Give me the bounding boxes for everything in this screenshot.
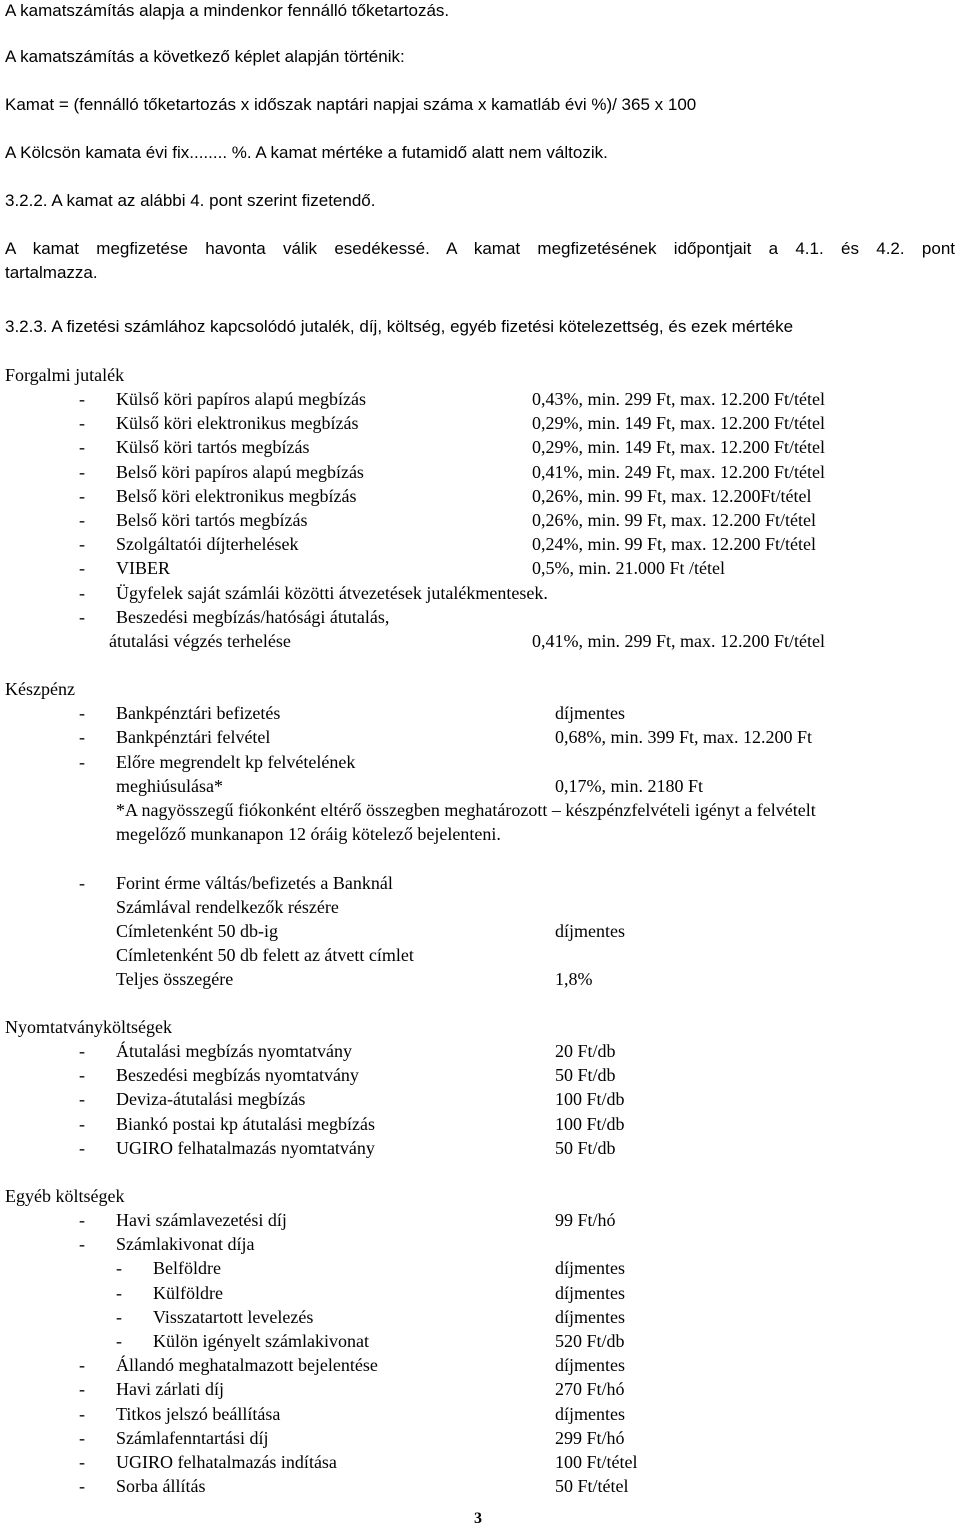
- forint-line3: Címletenként 50 db-ig: [116, 921, 278, 941]
- interest-payment-line-a: A kamat megfizetése havonta válik esedékessé. A kamat megfizetésének időpontjait a 4.1. és 4.2. pont: [5, 239, 955, 258]
- list-item-dash: -: [79, 461, 85, 482]
- list-item-dash: -: [79, 389, 85, 409]
- list-item-label: Titkos jelszó beállítása: [116, 1403, 281, 1424]
- list-item-value: 100 Ft/db: [555, 1089, 625, 1110]
- list-item-value: díjmentes: [555, 1258, 625, 1279]
- list-item-label: Számlafenntartási díj: [116, 1427, 269, 1448]
- forint-dash: -: [79, 873, 85, 893]
- forint-line1: Forint érme váltás/befizetés a Banknál: [116, 873, 393, 893]
- list-item-value: 0,41%, min. 249 Ft, max. 12.200 Ft/tétel: [532, 461, 825, 482]
- list-item-label: Visszatartott levelezés: [153, 1306, 314, 1327]
- interest-basis-line: A kamatszámítás alapja a mindenkor fennálló tőketartozás.: [5, 1, 450, 20]
- list-item-value: 50 Ft/db: [555, 1137, 616, 1158]
- forint-value3: díjmentes: [555, 921, 625, 941]
- list-item-dash: -: [79, 751, 85, 772]
- list-item-value: 0,26%, min. 99 Ft, max. 12.200 Ft/tétel: [532, 510, 816, 530]
- keszpenz-cont-label: meghiúsulása*: [116, 776, 223, 796]
- list-item-dash: -: [79, 1210, 85, 1230]
- list-item-label: Havi zárlati díj: [116, 1379, 224, 1400]
- list-item-dash: -: [79, 1234, 85, 1255]
- list-item-value: díjmentes: [555, 703, 625, 723]
- keszpenz-note-line1: *A nagyösszegű fiókonként eltérő összegben meghatározott – készpénzfelvételi igényt a felvételt: [116, 800, 816, 820]
- list-item-dash: -: [79, 485, 85, 506]
- list-item-dash: -: [79, 703, 85, 723]
- section-3-2-3: 3.2.3. A fizetési számlához kapcsolódó jutalék, díj, költség, egyéb fizetési kötelezettség, és ezek mértéke: [5, 317, 794, 336]
- list-item-dash: -: [79, 606, 85, 627]
- list-item-label: Beszedési megbízás/hatósági átutalás,: [116, 606, 390, 627]
- list-item-dash: -: [79, 1137, 85, 1158]
- keszpenz-note-line2: megelőző munkanapon 12 óráig kötelező bejelenteni.: [116, 824, 501, 844]
- list-item-value: 0,29%, min. 149 Ft, max. 12.200 Ft/tétel: [532, 413, 825, 434]
- egyeb-heading: Egyéb költségek: [5, 1186, 125, 1206]
- list-item-label: Belső köri elektronikus megbízás: [116, 485, 357, 506]
- list-item-label: Bankpénztári befizetés: [116, 703, 281, 723]
- list-item-value: díjmentes: [555, 1306, 625, 1327]
- interest-formula: Kamat = (fennálló tőketartozás x időszak naptári napjai száma x kamatláb évi %)/ 365 x 100: [5, 95, 697, 114]
- list-item-value: 99 Ft/hó: [555, 1210, 616, 1230]
- keszpenz-cont-value: 0,17%, min. 2180 Ft: [555, 776, 704, 796]
- list-item-value: 0,26%, min. 99 Ft, max. 12.200Ft/tétel: [532, 485, 812, 506]
- list-item-value: 100 Ft/db: [555, 1113, 625, 1134]
- list-item-label: Számlakivonat díja: [116, 1234, 255, 1255]
- forint-line5: Teljes összegére: [116, 969, 234, 989]
- list-item-value: 0,68%, min. 399 Ft, max. 12.200 Ft: [555, 727, 813, 748]
- list-item-value: díjmentes: [555, 1403, 625, 1424]
- forgalmi-cont-label: átutalási végzés terhelése: [109, 631, 291, 651]
- list-item-label: Külön igényelt számlakivonat: [153, 1331, 369, 1351]
- list-item-dash: -: [79, 1403, 85, 1424]
- list-item-dash: -: [79, 1476, 85, 1497]
- section-3-2-2: 3.2.2. A kamat az alábbi 4. pont szerint fizetendő.: [5, 191, 376, 210]
- list-item-value: 0,5%, min. 21.000 Ft /tétel: [532, 558, 725, 579]
- list-item-label: Előre megrendelt kp felvételének: [116, 751, 356, 772]
- list-item-dash: -: [79, 534, 85, 555]
- list-item-label: Átutalási megbízás nyomtatvány: [116, 1041, 352, 1061]
- list-item-label: Belső köri papíros alapú megbízás: [116, 461, 364, 482]
- list-item-label: Ügyfelek saját számlái közötti átvezetések jutalékmentesek.: [116, 582, 548, 603]
- keszpenz-heading: Készpénz: [5, 679, 75, 699]
- list-item-dash: -: [79, 1452, 85, 1472]
- list-item-label: Belföldre: [153, 1258, 221, 1279]
- list-item-value: 0,29%, min. 149 Ft, max. 12.200 Ft/tétel: [532, 437, 825, 458]
- list-item-label: Havi számlavezetési díj: [116, 1210, 287, 1230]
- list-item-dash: -: [116, 1282, 122, 1303]
- list-item-dash: -: [116, 1306, 122, 1327]
- list-item-label: Sorba állítás: [116, 1476, 206, 1497]
- list-item-dash: -: [79, 1379, 85, 1400]
- forint-line4: Címletenként 50 db felett az átvett címlet: [116, 945, 414, 965]
- list-item-dash: -: [116, 1331, 122, 1351]
- list-item-dash: -: [79, 437, 85, 458]
- list-item-value: 270 Ft/hó: [555, 1379, 625, 1400]
- list-item-value: 50 Ft/db: [555, 1065, 616, 1086]
- list-item-label: Szolgáltatói díjterhelések: [116, 534, 299, 555]
- list-item-label: Deviza-átutalási megbízás: [116, 1089, 306, 1110]
- list-item-value: 520 Ft/db: [555, 1331, 625, 1351]
- list-item-value: 0,43%, min. 299 Ft, max. 12.200 Ft/tétel: [532, 389, 825, 409]
- list-item-dash: -: [79, 1427, 85, 1448]
- list-item-label: VIBER: [116, 558, 170, 579]
- list-item-dash: -: [79, 510, 85, 530]
- list-item-label: Külső köri tartós megbízás: [116, 437, 310, 458]
- forint-value5: 1,8%: [555, 969, 593, 989]
- list-item-dash: -: [79, 582, 85, 603]
- list-item-dash: -: [79, 413, 85, 434]
- page-number: 3: [474, 1510, 482, 1527]
- forint-line2: Számlával rendelkezők részére: [116, 897, 339, 917]
- list-item-dash: -: [116, 1258, 122, 1279]
- list-item-label: Külső köri papíros alapú megbízás: [116, 389, 366, 409]
- list-item-dash: -: [79, 1355, 85, 1376]
- list-item-label: Külső köri elektronikus megbízás: [116, 413, 359, 434]
- list-item-value: díjmentes: [555, 1282, 625, 1303]
- list-item-dash: -: [79, 1089, 85, 1110]
- list-item-label: Állandó meghatalmazott bejelentése: [116, 1355, 378, 1376]
- list-item-label: Belső köri tartós megbízás: [116, 510, 308, 530]
- list-item-label: Külföldre: [153, 1282, 223, 1303]
- list-item-dash: -: [79, 727, 85, 748]
- list-item-label: UGIRO felhatalmazás nyomtatvány: [116, 1137, 375, 1158]
- nyomtatvany-heading: Nyomtatványköltségek: [5, 1017, 172, 1037]
- list-item-label: UGIRO felhatalmazás indítása: [116, 1452, 337, 1472]
- forgalmi-cont-value: 0,41%, min. 299 Ft, max. 12.200 Ft/tétel: [532, 631, 825, 651]
- list-item-label: Biankó postai kp átutalási megbízás: [116, 1113, 375, 1134]
- list-item-value: 299 Ft/hó: [555, 1427, 625, 1448]
- list-item-dash: -: [79, 558, 85, 579]
- interest-formula-intro: A kamatszámítás a következő képlet alapján történik:: [5, 47, 405, 66]
- list-item-value: 100 Ft/tétel: [555, 1452, 638, 1472]
- interest-rate-line: A Kölcsön kamata évi fix........ %. A kamat mértéke a futamidő alatt nem változik.: [5, 143, 608, 162]
- list-item-value: 0,24%, min. 99 Ft, max. 12.200 Ft/tétel: [532, 534, 816, 555]
- list-item-dash: -: [79, 1065, 85, 1086]
- list-item-dash: -: [79, 1113, 85, 1134]
- interest-payment-line-b: tartalmazza.: [5, 263, 98, 282]
- list-item-label: Beszedési megbízás nyomtatvány: [116, 1065, 359, 1086]
- list-item-value: 20 Ft/db: [555, 1041, 616, 1061]
- list-item-value: díjmentes: [555, 1355, 625, 1376]
- list-item-value: 50 Ft/tétel: [555, 1476, 629, 1497]
- list-item-label: Bankpénztári felvétel: [116, 727, 271, 748]
- list-item-dash: -: [79, 1041, 85, 1061]
- forgalmi-heading: Forgalmi jutalék: [5, 365, 125, 385]
